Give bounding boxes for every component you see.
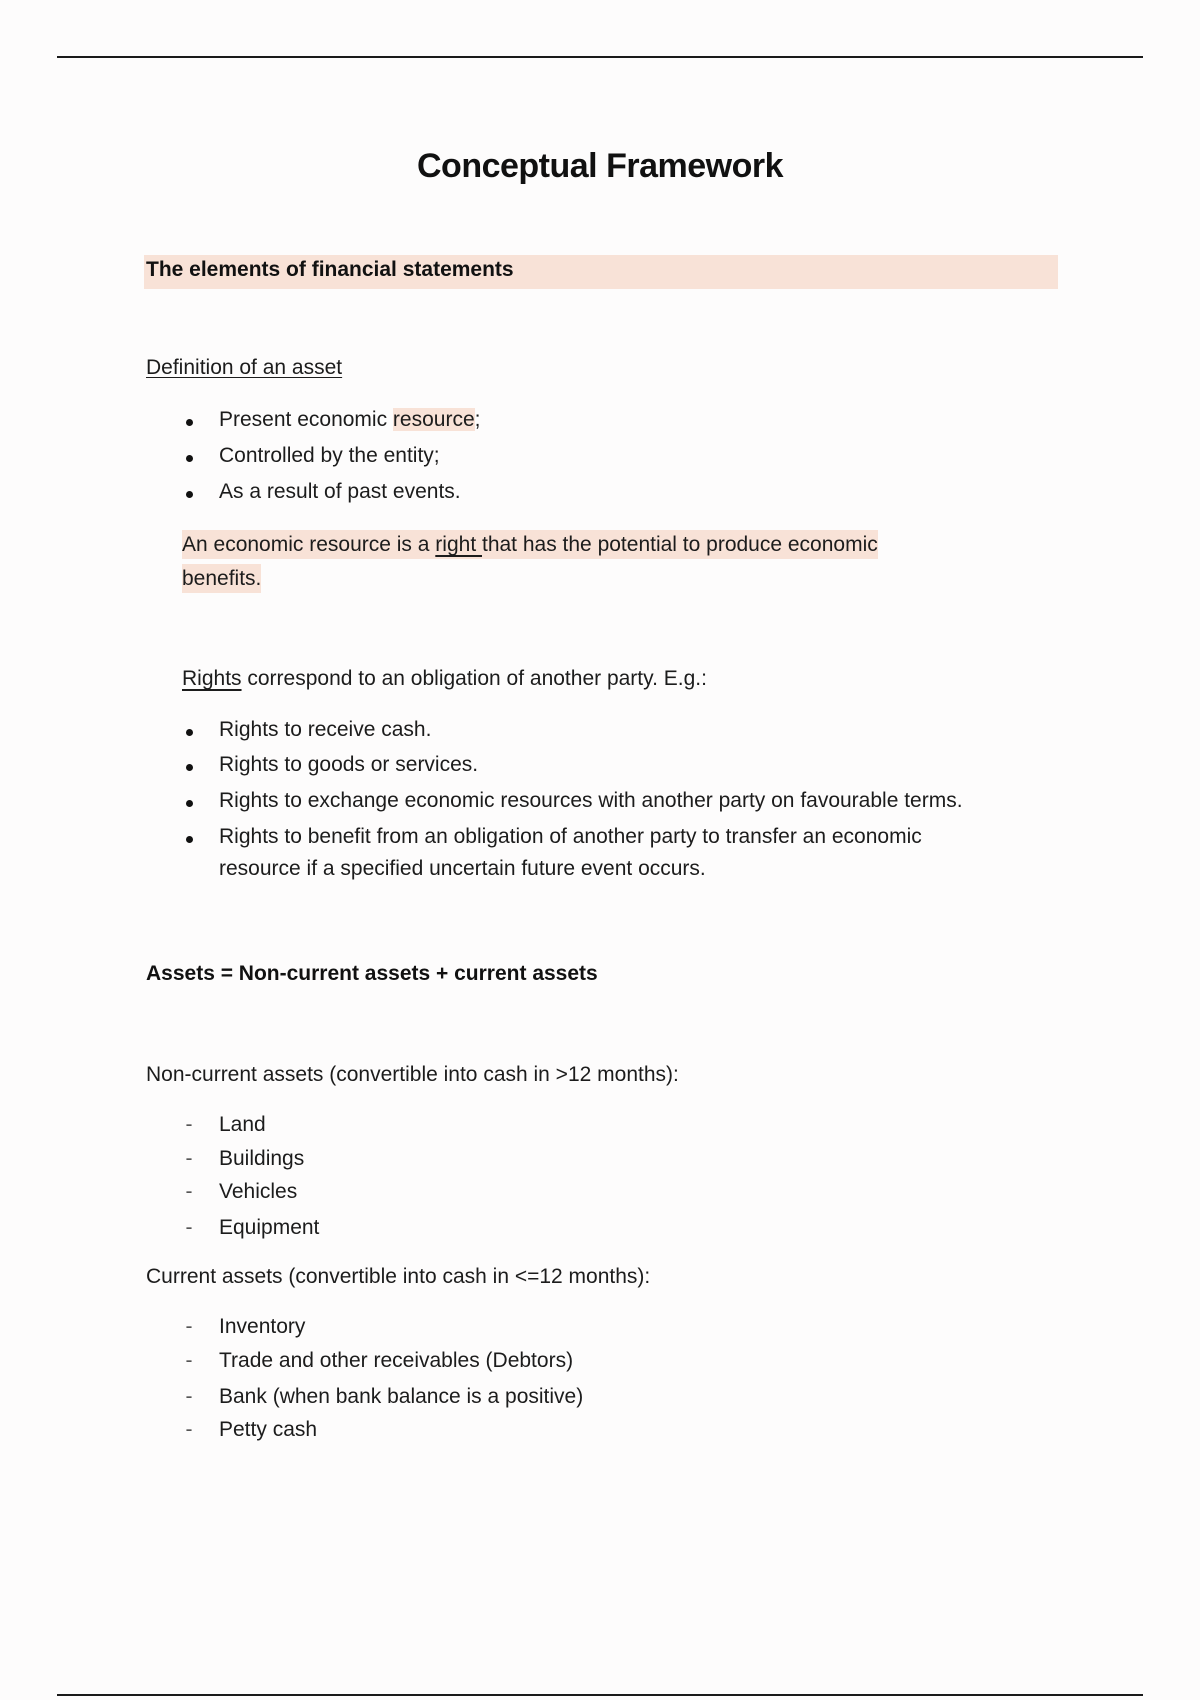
list-item: [182, 408, 480, 444]
asset-definition-heading: Definition of an asset: [146, 356, 343, 379]
non-current-assets-list: [182, 1113, 319, 1250]
list-item: - Petty cash: [182, 1418, 583, 1452]
dash-icon: -: [185, 1385, 193, 1408]
assets-equation: Assets = Non-current assets + current assets: [146, 962, 598, 985]
bullet-icon: [182, 825, 196, 849]
non-current-assets-heading: Non-current assets (convertible into cash in >12 months):: [146, 1063, 679, 1086]
list-item: Rights to exchange economic resources with another party on favourable terms.: [182, 789, 963, 825]
dash-icon: -: [185, 1180, 193, 1203]
list-item: Rights to goods or services.: [182, 753, 963, 789]
bullet-icon: [182, 718, 196, 742]
section-heading: The elements of financial statements: [146, 258, 514, 281]
highlighted-term: resource: [392, 408, 475, 431]
rights-examples-list: [182, 718, 963, 893]
dash-icon: -: [185, 1418, 193, 1441]
rights-intro: Rights correspond to an obligation of another party. E.g.:: [182, 667, 707, 690]
dash-icon: -: [185, 1113, 193, 1136]
list-item: - Vehicles: [182, 1180, 319, 1216]
economic-resource-definition: [182, 528, 962, 596]
criterion-text: As a result of past events.: [219, 480, 461, 503]
criterion-text: Present economic: [219, 408, 393, 431]
definition-line-2: benefits.: [182, 564, 261, 593]
bullet-icon: [182, 408, 196, 432]
list-item: [182, 444, 480, 480]
bullet-icon: [182, 480, 196, 504]
list-item: - Inventory: [182, 1315, 583, 1349]
right-term: right: [435, 533, 482, 556]
list-item: Rights to benefit from an obligation of another party to transfer an economic resource if a specified uncertain future event occurs.: [182, 825, 963, 893]
criterion-punctuation: ;: [474, 408, 481, 431]
dash-icon: -: [185, 1147, 193, 1170]
list-item: [182, 480, 480, 516]
current-assets-list: [182, 1315, 583, 1452]
top-rule: [57, 56, 1143, 58]
page-title: Conceptual Framework: [417, 147, 783, 185]
dash-icon: -: [185, 1349, 193, 1372]
list-item: - Equipment: [182, 1216, 319, 1250]
criterion-text: Controlled by the entity;: [219, 444, 440, 467]
list-item: - Trade and other receivables (Debtors): [182, 1349, 583, 1385]
dash-icon: -: [185, 1315, 193, 1338]
dash-icon: -: [185, 1216, 193, 1239]
asset-criteria-list: [182, 408, 480, 516]
definition-line-1: An economic resource is a right that has the potential to produce economic: [182, 530, 878, 559]
list-item: - Buildings: [182, 1147, 319, 1180]
bullet-icon: [182, 444, 196, 468]
list-item: - Bank (when bank balance is a positive): [182, 1385, 583, 1418]
bullet-icon: [182, 789, 196, 813]
rights-term: Rights: [182, 667, 242, 690]
bullet-icon: [182, 753, 196, 777]
list-item: Rights to receive cash.: [182, 718, 963, 753]
bottom-rule: [57, 1694, 1143, 1696]
current-assets-heading: Current assets (convertible into cash in <=12 months):: [146, 1265, 651, 1288]
list-item: - Land: [182, 1113, 319, 1147]
